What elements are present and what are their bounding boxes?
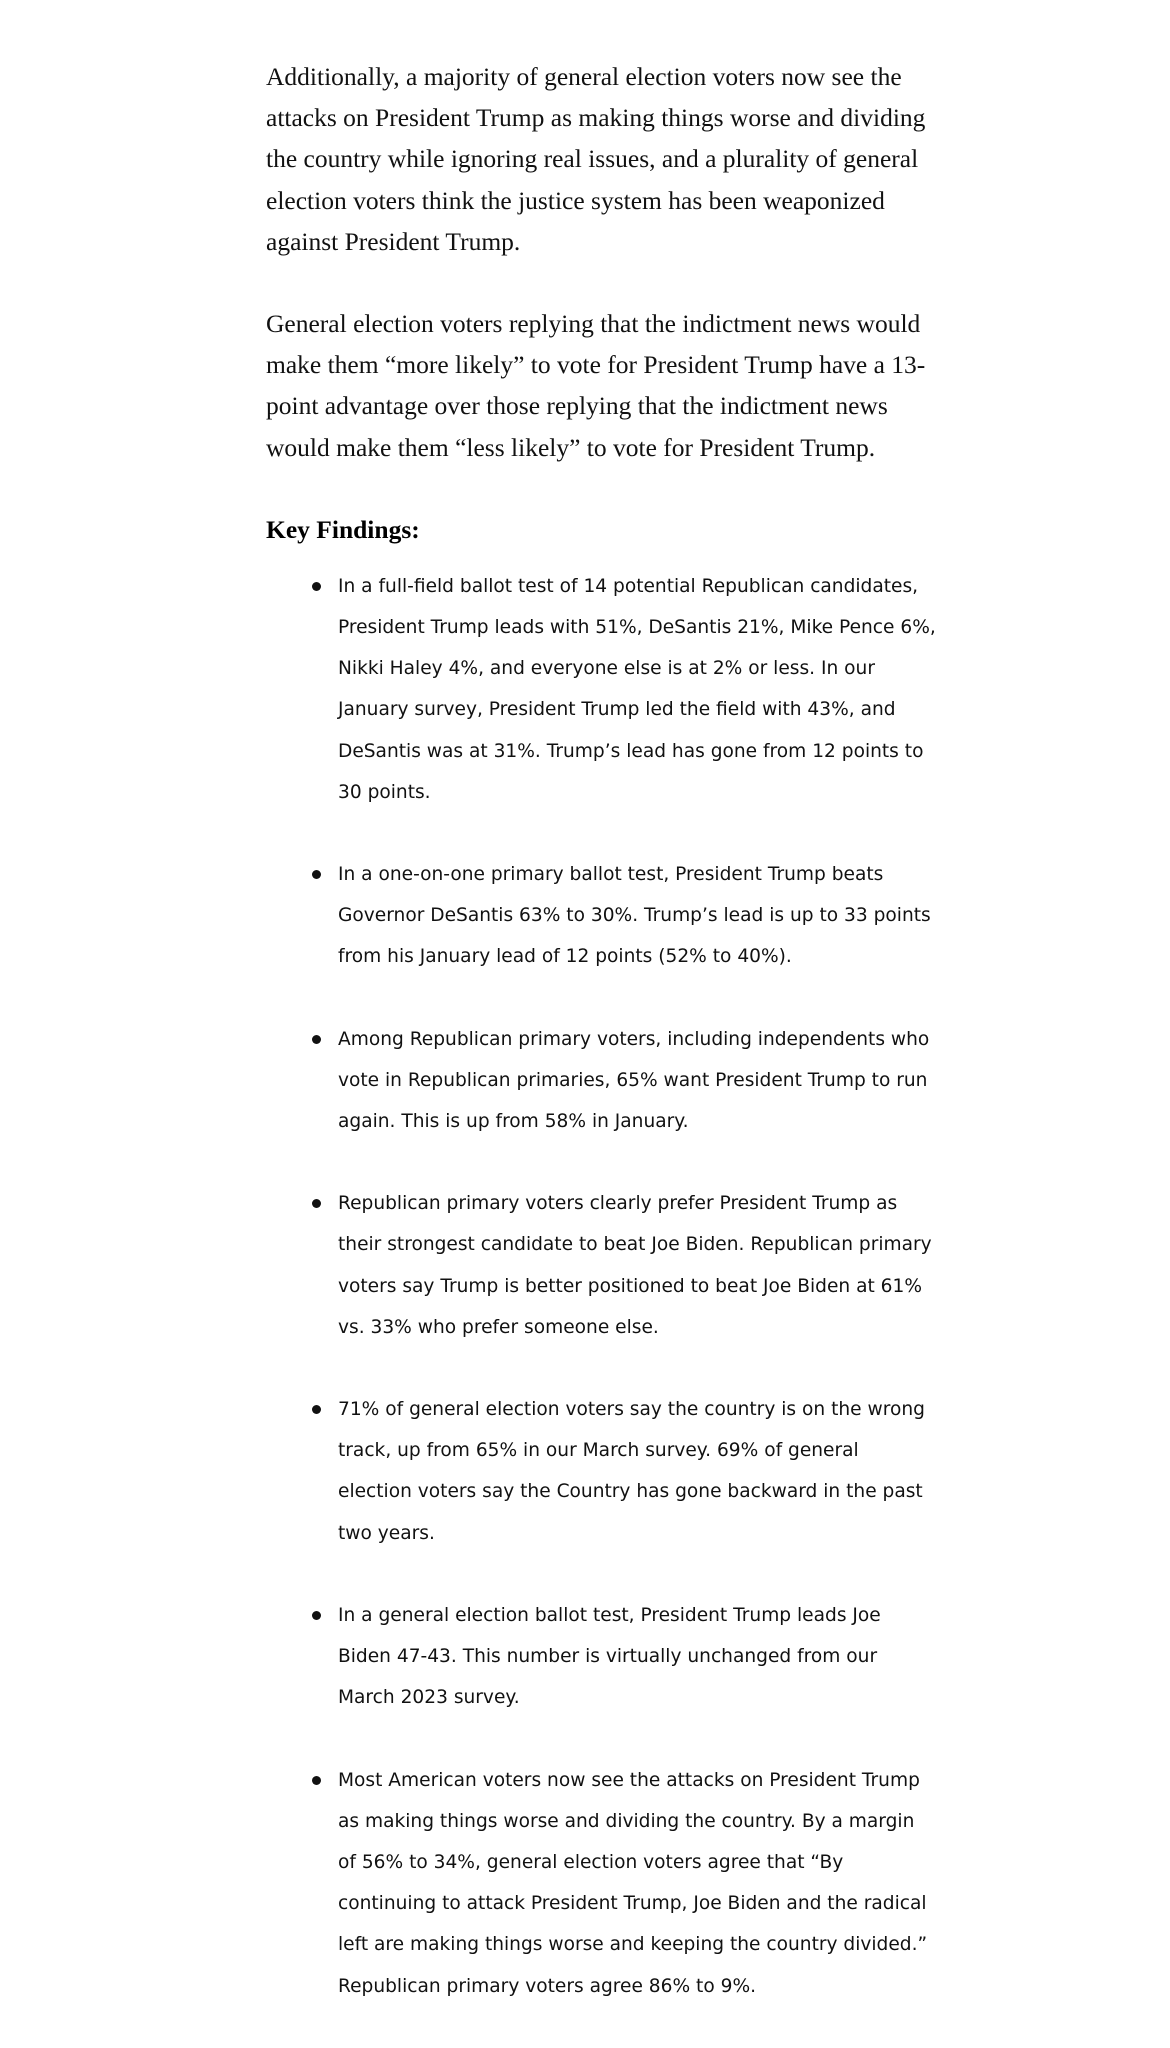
key-findings-list [266, 566, 936, 2007]
finding-text: Republican primary voters clearly prefer President Trump as their strongest candidate to beat Joe Biden. Republican primary voters say Trump is better positioned to beat Joe Biden at 61% vs. 33% who prefer someone else. [338, 1193, 932, 1338]
document-body [266, 56, 936, 2048]
finding-text: In a general election ballot test, President Trump leads Joe Biden 47-43. This number is virtually unchanged from our March 2023 survey. [338, 1604, 881, 1709]
finding-text: In a one-on-one primary ballot test, President Trump beats Governor DeSantis 63% to 30%. Trump’s lead is up to 33 points from his January lead of 12 points (52% to 40%). [338, 864, 931, 968]
list-item [266, 1019, 936, 1143]
intro-paragraph-1: Additionally, a majority of general election voters now see the attacks on President Trump as making things worse and dividing the country while ignoring real issues, and a plurality of general election voters think the justice system has been weaponized against President Trump. [266, 62, 926, 256]
bullet-icon [312, 870, 321, 879]
finding-text: Among Republican primary voters, including independents who vote in Republican primaries, 65% want President Trump to run again. This is up from 58% in January. [338, 1028, 930, 1133]
bullet-icon [312, 1776, 321, 1785]
list-item [266, 566, 936, 813]
key-findings-heading: Key Findings: [266, 514, 420, 544]
bullet-icon [312, 1199, 321, 1208]
list-item [266, 1760, 936, 2007]
list-item [266, 1595, 936, 1719]
intro-paragraph-2: General election voters replying that the indictment news would make them “more likely” to vote for President Trump have a 13-point advantage over those replying that the indictment news would make them “less likely” to vote for President Trump. [266, 309, 926, 462]
bullet-icon [312, 582, 321, 591]
bullet-icon [312, 1035, 321, 1044]
finding-text: 71% of general election voters say the country is on the wrong track, up from 65% in our March survey. 69% of general election voters say the Country has gone backward in the past two years. [338, 1399, 925, 1544]
bullet-icon [312, 1611, 321, 1620]
list-item [266, 1389, 936, 1554]
bullet-icon [312, 1405, 321, 1414]
list-item [266, 1183, 936, 1348]
list-item [266, 854, 936, 978]
finding-text: Most American voters now see the attacks on President Trump as making things worse and dividing the country. By a margin of 56% to 34%, general election voters agree that “By continuing to attack President Trump, Joe Biden and the radical left are making things worse and keeping the country divided.” Republican primary voters agree 86% to 9%. [338, 1769, 928, 1997]
finding-text: In a full-field ballot test of 14 potential Republican candidates, President Trump leads with 51%, DeSantis 21%, Mike Pence 6%, Nikki Haley 4%, and everyone else is at 2% or less. In our January survey, President Trump led the field with 43%, and DeSantis was at 31%. Trump’s lead has gone from 12 points to 30 points. [338, 575, 936, 803]
